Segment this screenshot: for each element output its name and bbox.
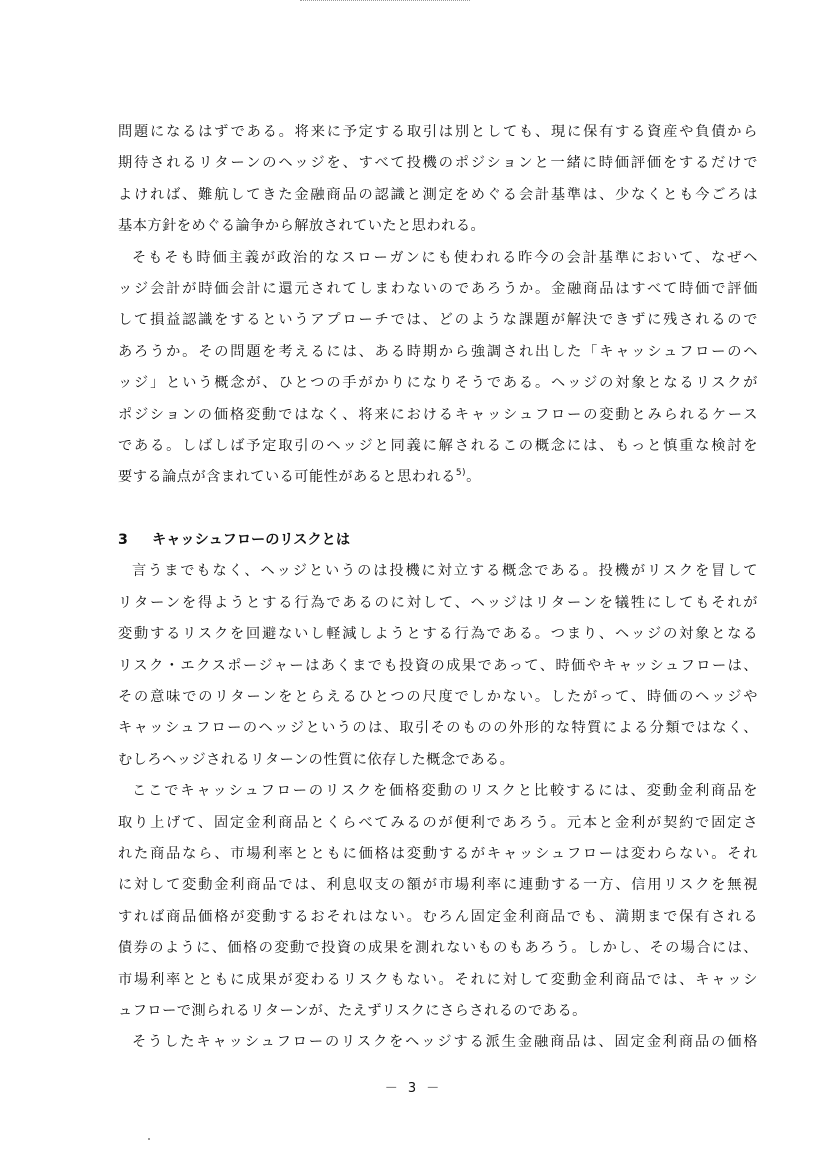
paragraph-3: [118, 556, 758, 776]
text-line: 変動するリスクを回避ないし軽減しようとする行為である。つまり、ヘッジの対象となる: [118, 626, 758, 643]
text-line: すれば商品価格が変動するおそれはない。むろん固定金利商品でも、満期まで保有される: [118, 908, 758, 925]
footnote-ref: 5): [455, 468, 467, 479]
text-line: に対して変動金利商品では、利息収支の額が市場利率に連動する一方、信用リスクを無視: [118, 877, 758, 894]
text-line: 市場利率とともに成果が変わるリスクもない。それに対して変動金利商品では、キャッシ: [118, 971, 758, 988]
text-line: である。しばしば予定取引のヘッジと同義に解されるこの概念には、もっと慎重な検討を: [118, 437, 758, 454]
text-line: よければ、難航してきた金融商品の認識と測定をめぐる会計基準は、少なくとも今ごろは: [118, 186, 758, 203]
text-line: 期待されるリターンのヘッジを、すべて投機のポジションと一緒に時価評価をするだけで: [118, 155, 758, 172]
section-heading: [118, 525, 758, 556]
text-line: そもそも時価主義が政治的なスローガンにも使われる昨今の会計基準において、なぜヘ: [132, 249, 758, 266]
text-line-with-footnote: [118, 462, 758, 493]
text-line: リターンを得ようとする行為であるのに対して、ヘッジはリターンを犠牲にしてもそれが: [118, 594, 758, 611]
text-line: ポジションの価格変動ではなく、将来におけるキャッシュフローの変動とみられるケース: [118, 406, 758, 423]
scan-header-mark: [300, 0, 470, 7]
paragraph-1: [118, 117, 758, 243]
text-line: ッジ」という概念が、ひとつの手がかりになりそうである。ヘッジの対象となるリスクが: [118, 375, 758, 392]
text-segment: 要する論点が含まれている可能性があると思われる: [118, 469, 456, 486]
paragraph-5: [118, 1027, 758, 1058]
text-line: 取り上げて、固定金利商品とくらべてみるのが便利であろう。元本と金利が契約で固定さ: [118, 814, 758, 831]
text-line: 問題になるはずである。将来に予定する取引は別としても、現に保有する資産や負債から: [118, 124, 758, 140]
section-title: キャッシュフローのリスクとは: [152, 532, 351, 549]
text-line: あろうか。その問題を考えるには、ある時期から強調され出した「キャッシュフローのヘ: [118, 343, 758, 360]
text-line: むしろヘッジされるリターンの性質に依存した概念である。: [118, 751, 515, 768]
section-gap: [118, 494, 758, 525]
scan-speck: [148, 1138, 150, 1140]
text-line: リスク・エクスポージャーはあくまでも投資の成果であって、時価やキャッシュフローは、: [118, 657, 758, 674]
text-segment: 。: [466, 469, 481, 486]
section-number: 3: [118, 532, 128, 549]
text-line: その意味でのリターンをとらえるひとつの尺度でしかない。したがって、時価のヘッジや: [118, 689, 758, 706]
text-line: ッジ会計が時価会計に還元されてしまわないのであろうか。金融商品はすべて時価で評価: [118, 280, 758, 297]
text-line: ここでキャッシュフローのリスクを価格変動のリスクと比較するには、変動金利商品を: [132, 783, 758, 800]
text-line: ュフローで測られるリターンが、たえずリスクにさらされるのである。: [118, 1002, 587, 1019]
paragraph-2: [118, 243, 758, 494]
text-line: れた商品なら、市場利率とともに価格は変動するがキャッシュフローは変わらない。それ: [118, 845, 758, 862]
body-text: [118, 117, 758, 1059]
text-line: キャッシュフローのヘッジというのは、取引そのものの外形的な特質による分類ではなく、: [118, 720, 758, 737]
text-line: 債券のように、価格の変動で投資の成果を測れないものもあろう。しかし、その場合には、: [118, 940, 758, 957]
text-line: そうしたキャッシュフローのリスクをヘッジする派生金融商品は、固定金利商品の価格: [132, 1034, 758, 1051]
text-line: 基本方針をめぐる論争から解放されていたと思われる。: [118, 218, 486, 235]
paragraph-4: [118, 776, 758, 1027]
page-number: － 3 －: [384, 1081, 443, 1096]
text-line: して損益認識をするというアプローチでは、どのような課題が解決できずに残されるので: [118, 312, 758, 329]
text-line: 言うまでもなく、ヘッジというのは投機に対立する概念である。投機がリスクを冒して: [132, 563, 758, 580]
